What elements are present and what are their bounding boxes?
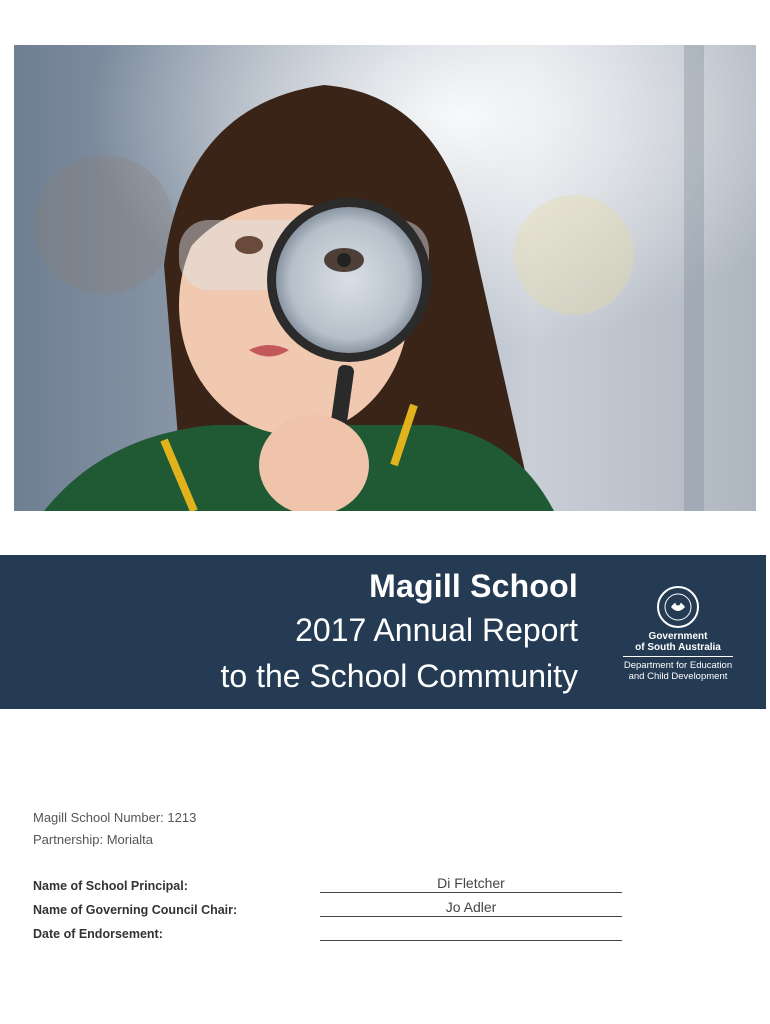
government-line1: Government: [648, 631, 708, 642]
government-line2: of South Australia: [635, 642, 721, 653]
title-banner: [0, 555, 766, 709]
report-title-line2: to the School Community: [220, 658, 578, 694]
title-block: [221, 565, 579, 699]
child-magnifier-illustration: [14, 45, 756, 511]
chair-underline: [320, 916, 622, 917]
logo-divider: [623, 656, 733, 657]
chair-label: Name of Governing Council Chair:: [33, 903, 238, 917]
cover-photo: [14, 45, 756, 511]
government-logo: [618, 585, 738, 682]
state-badge-icon: [654, 585, 702, 629]
date-field[interactable]: [320, 920, 622, 944]
chair-field[interactable]: [320, 896, 622, 920]
partnership: Partnership: Morialta: [33, 832, 153, 847]
signature-labels: [33, 877, 237, 949]
school-name-title: Magill School: [369, 568, 578, 604]
date-label: Date of Endorsement:: [33, 927, 163, 941]
principal-name: Di Fletcher: [437, 875, 505, 891]
school-number: Magill School Number: 1213: [33, 810, 197, 825]
principal-underline: [320, 892, 622, 893]
principal-label: Name of School Principal:: [33, 879, 188, 893]
department-line2: and Child Development: [628, 671, 728, 682]
principal-field[interactable]: [320, 872, 622, 896]
chair-name: Jo Adler: [445, 899, 497, 915]
report-title-line1: 2017 Annual Report: [295, 612, 578, 648]
date-underline: [320, 940, 622, 941]
signature-fields: [320, 872, 622, 944]
school-details: [33, 807, 196, 851]
department-line1: Department for Education: [623, 660, 733, 671]
